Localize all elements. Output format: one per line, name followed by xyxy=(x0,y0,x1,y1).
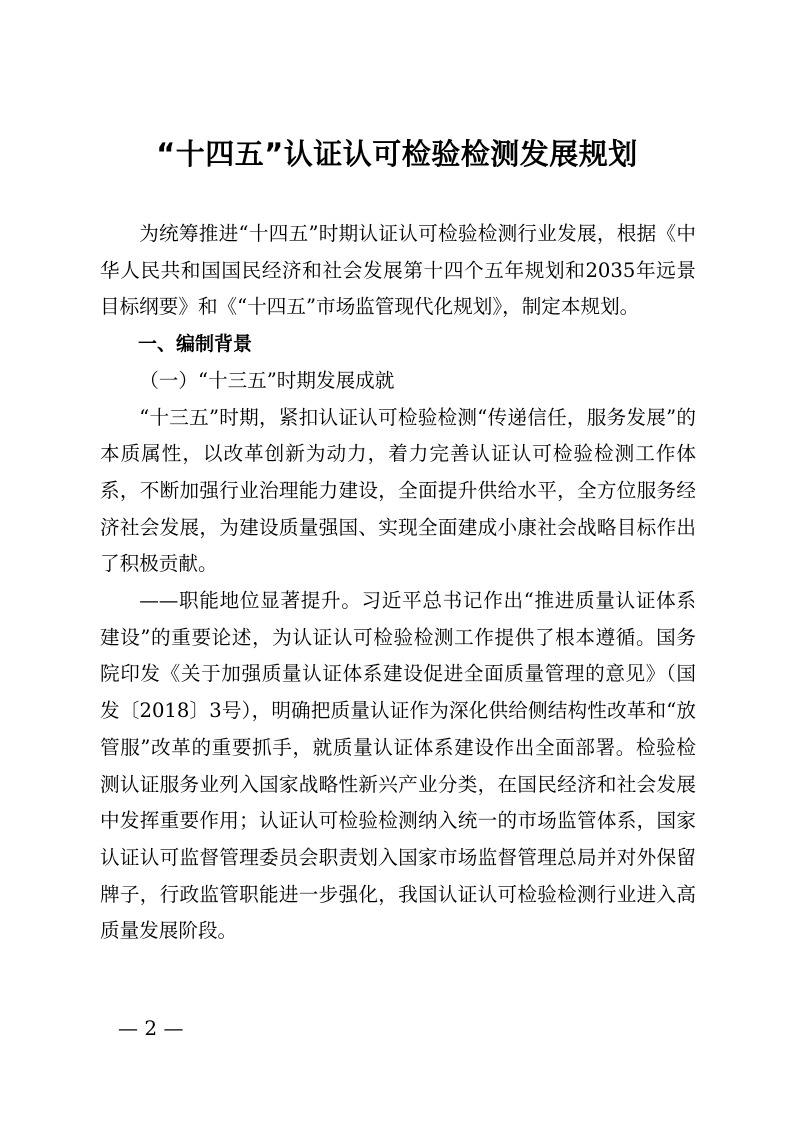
achievements-paragraph: “十三五”时期，紧扣认证认可检验检测“传递信任，服务发展”的本质属性，以改革创新为动力，着力完善认证认可检验检测工作体系，不断加强行业治理能力建设，全面提升供给水平，全方位服务经济社会发展，为建设质量强国、实现全面建成小康社会战略目标作出了积极贡献。 xyxy=(100,405,696,576)
page-number: — 2 — xyxy=(118,1016,184,1040)
document-body xyxy=(100,216,696,950)
function-status-paragraph: ——职能地位显著提升。习近平总书记作出“推进质量认证体系建设”的重要论述，为认证认可检验检测工作提供了根本遵循。国务院印发《关于加强质量认证体系建设促进全面质量管理的意见》（国发〔2018〕3号），明确把质量认证作为深化供给侧结构性改革和“放管服”改革的重要抓手，就质量认证体系建设作出全面部署。检验检测认证服务业列入国家战略性新兴产业分类，在国民经济和社会发展中发挥重要作用；认证认可检验检测纳入统一的市场监管体系，国家认证认可监督管理委员会职责划入国家市场监督管理总局并对外保留牌子，行政监管职能进一步强化，我国认证认可检验检测行业进入高质量发展阶段。 xyxy=(100,589,696,943)
subsection-heading: （一）“十三五”时期发展成就 xyxy=(139,368,395,392)
intro-paragraph: 为统筹推进“十四五”时期认证认可检验检测行业发展，根据《中华人民共和国国民经济和社会发展第十四个五年规划和2035年远景目标纲要》和《“十四五”市场监管现代化规划》，制定本规划。 xyxy=(100,222,696,319)
section-heading: 一、编制背景 xyxy=(138,333,253,356)
document-title: “十四五”认证认可检验检测发展规划 xyxy=(156,137,638,171)
